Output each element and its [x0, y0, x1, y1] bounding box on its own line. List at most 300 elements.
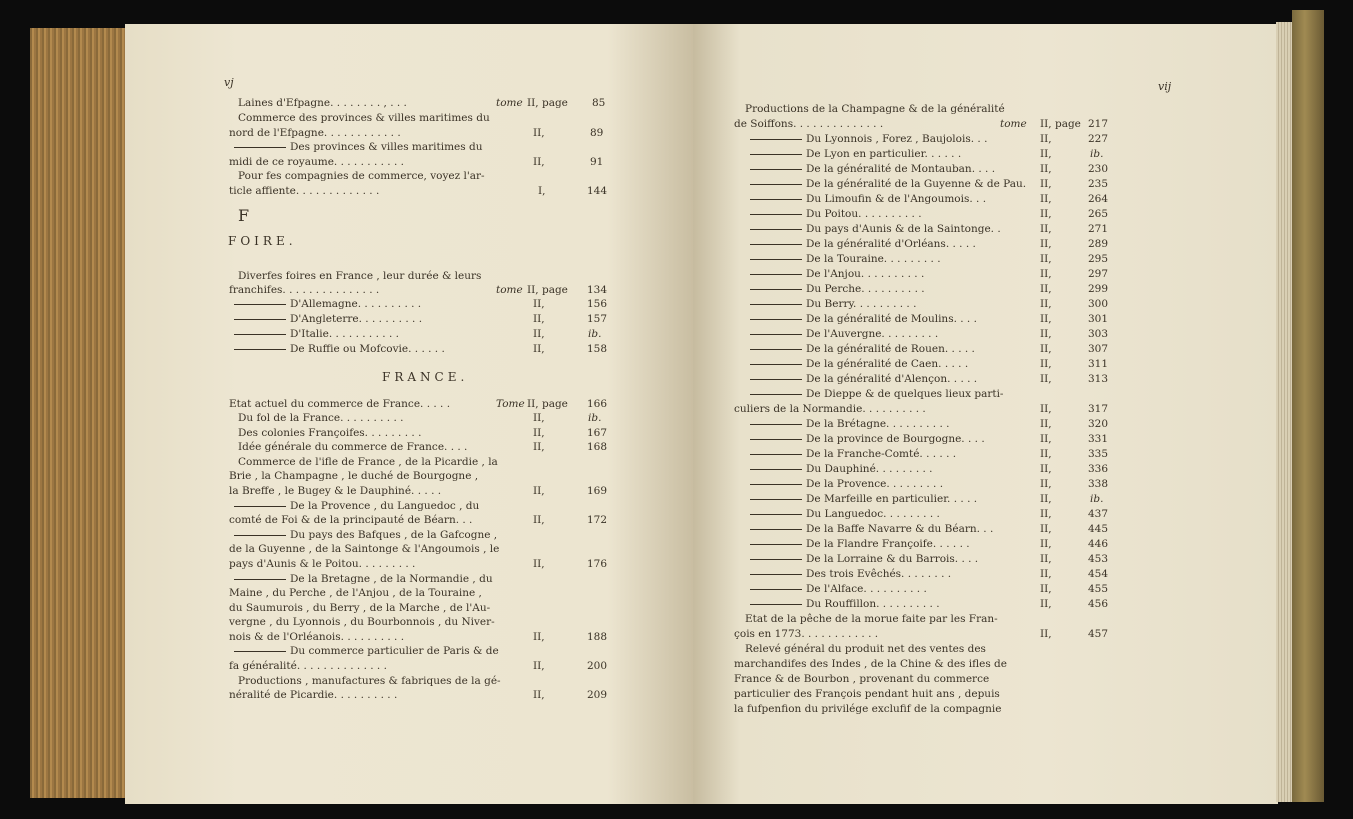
right-page-reference: II,: [1040, 193, 1052, 205]
ditto-rule: [750, 244, 802, 245]
right-entry-line: [750, 283, 925, 295]
left-entry-line: [234, 645, 499, 657]
right-page-reference: II,: [1040, 178, 1052, 190]
right-entry-line: [750, 223, 1001, 235]
right-entry-line: [750, 433, 985, 445]
left-entry-line: [234, 328, 399, 340]
left-page-reference: II, page: [527, 284, 568, 296]
right-page-reference: II,: [1040, 433, 1052, 445]
entry-text: Idée générale du commerce de France. . . .: [238, 441, 468, 453]
right-page-reference: 289: [1088, 238, 1109, 250]
right-entry-line: [750, 478, 943, 490]
ditto-rule: [750, 154, 802, 155]
entry-text: De la généralité de Rouen. . . . .: [806, 343, 975, 355]
entry-text: De la Lorraine & du Barrois. . . .: [806, 553, 979, 565]
right-page-reference: II,: [1040, 358, 1052, 370]
ditto-rule: [750, 439, 802, 440]
right-page-reference: ib.: [1090, 148, 1104, 160]
left-page-reference: 157: [587, 313, 608, 325]
ditto-rule: [750, 604, 802, 605]
right-page-reference: 313: [1088, 373, 1109, 385]
right-page-reference: 295: [1088, 253, 1109, 265]
entry-text: comté de Foi & de la principauté de Béarn. . .: [229, 514, 473, 526]
right-entry-line: [750, 523, 993, 535]
entry-text: Du Dauphiné. . . . . . . . .: [806, 463, 933, 475]
left-page-reference: tome: [496, 284, 523, 296]
left-entry-line: [229, 558, 415, 570]
ditto-rule: [750, 529, 802, 530]
right-page-reference: II,: [1040, 373, 1052, 385]
entry-text: franchifes. . . . . . . . . . . . . . .: [229, 284, 380, 296]
ditto-rule: [750, 364, 802, 365]
entry-text: Du Poitou. . . . . . . . . .: [806, 208, 922, 220]
ditto-rule: [750, 214, 802, 215]
left-entry-line: [238, 441, 467, 453]
right-folio: vij: [1158, 80, 1172, 93]
ditto-rule: [750, 319, 802, 320]
right-entry-line: [750, 208, 922, 220]
right-page-reference: 317: [1088, 403, 1109, 415]
entry-text: De Marfeille en particulier. . . . .: [806, 493, 978, 505]
entry-text: la fufpenfion du privilége exclufif de la compagnie: [734, 703, 1002, 715]
left-entry-line: [229, 156, 404, 168]
right-page-reference: II,: [1040, 568, 1052, 580]
right-page-reference: II,: [1040, 523, 1052, 535]
ditto-rule: [750, 139, 802, 140]
left-page-reference: II,: [533, 298, 545, 310]
right-page-reference: II,: [1040, 598, 1052, 610]
left-page-reference: I,: [538, 185, 546, 197]
entry-text: Des provinces & villes maritimes du: [290, 141, 483, 153]
right-entry-line: [750, 358, 968, 370]
ditto-rule: [750, 589, 802, 590]
entry-text: Du commerce particulier de Paris & de: [290, 645, 499, 657]
left-page-reference: II,: [533, 660, 545, 672]
left-entry-line: [229, 398, 450, 410]
left-page-reference: 176: [587, 558, 608, 570]
ditto-rule: [750, 544, 802, 545]
left-page-reference: 85: [592, 97, 606, 109]
right-entry-line: [750, 313, 977, 325]
section-heading: F: [238, 206, 254, 225]
left-page-reference: 169: [587, 485, 608, 497]
entry-text: de la Guyenne , de la Saintonge & l'Angoumois , le: [229, 543, 500, 555]
right-entry-line: [750, 253, 941, 265]
right-page-reference: II,: [1040, 253, 1052, 265]
ditto-rule: [750, 289, 802, 290]
ditto-rule: [750, 169, 802, 170]
right-entry-line: [745, 103, 1005, 115]
left-entry-line: [229, 616, 495, 628]
right-page-reference: 271: [1088, 223, 1109, 235]
left-entry-line: [238, 170, 485, 182]
right-entry-line: [750, 463, 933, 475]
right-page-reference: 217: [1088, 118, 1109, 130]
right-page-reference: II,: [1040, 448, 1052, 460]
left-page-reference: II,: [533, 485, 545, 497]
right-page-reference: 230: [1088, 163, 1109, 175]
ditto-rule: [750, 334, 802, 335]
right-entry-line: [750, 373, 977, 385]
right-page-reference: II,: [1040, 223, 1052, 235]
left-entry-line: [229, 470, 478, 482]
entry-text: Productions de la Champagne & de la généralité: [745, 103, 1005, 115]
left-entry-line: [229, 543, 499, 555]
entry-text: Relevé général du produit net des ventes des: [745, 643, 986, 655]
ditto-rule: [750, 184, 802, 185]
entry-text: Du Berry. . . . . . . . . .: [806, 298, 917, 310]
entry-text: marchandifes des Indes , de la Chine & des ifles de: [734, 658, 1007, 670]
right-page-reference: 335: [1088, 448, 1109, 460]
right-page-reference: II,: [1040, 478, 1052, 490]
ditto-rule: [234, 579, 286, 580]
entry-text: De l'Alface. . . . . . . . . .: [806, 583, 927, 595]
left-page-reference: 188: [587, 631, 608, 643]
entry-text: Du Rouffillon. . . . . . . . . .: [806, 598, 940, 610]
right-page-reference: 307: [1088, 343, 1109, 355]
entry-text: Commerce des provinces & villes maritimes du: [238, 112, 490, 124]
entry-text: Etat de la pêche de la morue faite par les Fran-: [745, 613, 998, 625]
left-page-reference: 166: [587, 398, 608, 410]
left-entry-line: [234, 529, 497, 541]
right-page-reference: II,: [1040, 208, 1052, 220]
left-entry-line: [229, 587, 482, 599]
left-page-reference: II,: [533, 558, 545, 570]
left-entry-line: [234, 298, 421, 310]
entry-text: De la généralité d'Orléans. . . . .: [806, 238, 976, 250]
right-page-reference: 303: [1088, 328, 1109, 340]
left-page-reference: 89: [590, 127, 604, 139]
left-page-reference: II,: [533, 631, 545, 643]
right-entry-line: [734, 658, 1007, 670]
ditto-rule: [234, 506, 286, 507]
entry-text: ticle affiente. . . . . . . . . . . . .: [229, 185, 380, 197]
left-entry-line: [229, 185, 379, 197]
left-entry-line: [238, 427, 421, 439]
right-page-reference: II,: [1040, 238, 1052, 250]
entry-text: néralité de Picardie. . . . . . . . . .: [229, 689, 398, 701]
ditto-rule: [750, 469, 802, 470]
ditto-rule: [750, 349, 802, 350]
entry-text: De la Flandre Françoife. . . . . .: [806, 538, 970, 550]
left-page-reference: 168: [587, 441, 608, 453]
right-entry-line: [750, 238, 976, 250]
ditto-rule: [234, 349, 286, 350]
ditto-rule: [750, 484, 802, 485]
left-entry-line: [229, 514, 472, 526]
right-page-reference: 311: [1088, 358, 1109, 370]
left-page-reference: II,: [533, 156, 545, 168]
left-entry-line: [234, 313, 422, 325]
left-page-reference: 209: [587, 689, 608, 701]
right-page-reference: II,: [1040, 283, 1052, 295]
left-entry-line: [234, 500, 479, 512]
ditto-rule: [750, 379, 802, 380]
ditto-rule: [234, 304, 286, 305]
left-page-reference: tome: [496, 97, 523, 109]
right-entry-line: [750, 553, 978, 565]
right-entry-line: [750, 418, 949, 430]
entry-text: particulier des François pendant huit ans , depuis: [734, 688, 1000, 700]
right-entry-line: [750, 343, 975, 355]
entry-text: Maine , du Perche , de l'Anjou , de la Touraine ,: [229, 587, 482, 599]
right-entry-line: [750, 583, 927, 595]
right-page-reference: II,: [1040, 403, 1052, 415]
left-page-reference: 144: [587, 185, 608, 197]
entry-text: De la Touraine. . . . . . . . .: [806, 253, 941, 265]
entry-text: Commerce de l'ifle de France , de la Picardie , la: [238, 456, 498, 468]
entry-text: Productions , manufactures & fabriques de la gé-: [238, 675, 501, 687]
right-entry-line: [750, 598, 940, 610]
ditto-rule: [750, 304, 802, 305]
entry-text: De la généralité de Caen. . . . .: [806, 358, 969, 370]
right-entry-line: [734, 403, 926, 415]
left-entry-line: [234, 573, 493, 585]
right-page-reference: 457: [1088, 628, 1109, 640]
left-entry-line: [238, 456, 498, 468]
right-page-reference: II,: [1040, 148, 1052, 160]
entry-text: De Dieppe & de quelques lieux parti-: [806, 388, 1004, 400]
entry-text: Du Limoufin & de l'Angoumois. . .: [806, 193, 987, 205]
ditto-rule: [234, 535, 286, 536]
right-page-reference: 455: [1088, 583, 1109, 595]
right-entry-line: [750, 133, 987, 145]
right-page-reference: ib.: [1090, 493, 1104, 505]
right-page-reference: 265: [1088, 208, 1109, 220]
ditto-rule: [750, 574, 802, 575]
right-entry-line: [750, 328, 938, 340]
left-entry-line: [234, 343, 445, 355]
right-page-reference: 453: [1088, 553, 1109, 565]
ditto-rule: [750, 499, 802, 500]
entry-text: vergne , du Lyonnois , du Bourbonnois , du Niver-: [229, 616, 495, 628]
left-page-reference: II,: [533, 412, 545, 424]
right-page-reference: 301: [1088, 313, 1109, 325]
left-entry-line: [238, 112, 490, 124]
entry-text: De Lyon en particulier. . . . . .: [806, 148, 962, 160]
entry-text: De l'Auvergne. . . . . . . . .: [806, 328, 939, 340]
right-page-reference: II, page: [1040, 118, 1081, 130]
entry-text: culiers de la Normandie. . . . . . . . . .: [734, 403, 926, 415]
entry-text: De la Provence. . . . . . . . .: [806, 478, 944, 490]
entry-text: De la généralité de la Guyenne & de Pau.: [806, 178, 1027, 190]
left-entry-line: [238, 675, 501, 687]
right-page-reference: 454: [1088, 568, 1109, 580]
left-page-reference: ib.: [588, 328, 602, 340]
right-page-reference: II,: [1040, 418, 1052, 430]
right-page-reference: II,: [1040, 328, 1052, 340]
entry-text: Du pays des Bafques , de la Gafcogne ,: [290, 529, 498, 541]
entry-text: pays d'Aunis & le Poitou. . . . . . . . .: [229, 558, 416, 570]
right-entry-line: [745, 643, 986, 655]
left-entry-line: [238, 97, 407, 109]
entry-text: de Soiffons. . . . . . . . . . . . . .: [734, 118, 884, 130]
section-heading: FOIRE.: [228, 234, 297, 248]
entry-text: fa généralité. . . . . . . . . . . . . .: [229, 660, 387, 672]
entry-text: la Breffe , le Bugey & le Dauphiné. . . . .: [229, 485, 442, 497]
entry-text: De la généralité de Montauban. . . .: [806, 163, 996, 175]
entry-text: De la généralité d'Alençon. . . . .: [806, 373, 978, 385]
left-entry-line: [229, 127, 401, 139]
right-page-reference: II,: [1040, 553, 1052, 565]
right-entry-line: [745, 613, 998, 625]
ditto-rule: [234, 147, 286, 148]
book-fore-edge-left: [30, 28, 130, 798]
right-page-reference: II,: [1040, 538, 1052, 550]
entry-text: çois en 1773. . . . . . . . . . . .: [734, 628, 879, 640]
right-page-reference: II,: [1040, 133, 1052, 145]
ditto-rule: [750, 199, 802, 200]
entry-text: D'Italie. . . . . . . . . . .: [290, 328, 399, 340]
right-page-reference: 300: [1088, 298, 1109, 310]
right-page-reference: II,: [1040, 508, 1052, 520]
entry-text: De la province de Bourgogne. . . .: [806, 433, 985, 445]
right-entry-line: [750, 178, 1026, 190]
ditto-rule: [750, 454, 802, 455]
entry-text: De Ruffie ou Mofcovie. . . . . .: [290, 343, 445, 355]
right-page-reference: 336: [1088, 463, 1109, 475]
left-page-reference: II,: [533, 328, 545, 340]
right-page-reference: II,: [1040, 298, 1052, 310]
left-entry-line: [234, 141, 482, 153]
entry-text: De la Brétagne. . . . . . . . . .: [806, 418, 950, 430]
entry-text: De la Franche-Comté. . . . . .: [806, 448, 957, 460]
left-page-reference: II, page: [527, 97, 568, 109]
right-entry-line: [750, 148, 961, 160]
right-page-reference: 437: [1088, 508, 1109, 520]
left-folio: vj: [224, 76, 234, 89]
entry-text: nois & de l'Orléanois. . . . . . . . . .: [229, 631, 405, 643]
right-page-reference: 338: [1088, 478, 1109, 490]
entry-text: De la Baffe Navarre & du Béarn. . .: [806, 523, 994, 535]
entry-text: Diverfes foires en France , leur durée & leurs: [238, 270, 482, 282]
right-page-reference: II,: [1040, 583, 1052, 595]
entry-text: Des colonies Françoifes. . . . . . . . .: [238, 427, 422, 439]
left-page-reference: 200: [587, 660, 608, 672]
left-entry-line: [229, 631, 404, 643]
ditto-rule: [750, 229, 802, 230]
entry-text: De la généralité de Moulins. . . .: [806, 313, 977, 325]
entry-text: Du Perche. . . . . . . . . .: [806, 283, 925, 295]
left-entry-line: [229, 284, 379, 296]
right-entry-line: [750, 388, 1003, 400]
right-entry-line: [734, 703, 1001, 715]
ditto-rule: [750, 424, 802, 425]
entry-text: Du Lyonnois , Forez , Baujolois. . .: [806, 133, 988, 145]
entry-text: D'Allemagne. . . . . . . . . .: [290, 298, 422, 310]
left-page-reference: 134: [587, 284, 608, 296]
left-page-reference: 156: [587, 298, 608, 310]
right-entry-line: [734, 688, 1000, 700]
entry-text: Pour fes compagnies de commerce, voyez l'ar-: [238, 170, 485, 182]
section-heading: FRANCE.: [382, 370, 469, 384]
left-page-reference: 172: [587, 514, 608, 526]
ditto-rule: [234, 319, 286, 320]
left-entry-line: [238, 412, 404, 424]
right-page-reference: 235: [1088, 178, 1109, 190]
entry-text: De la Bretagne , de la Normandie , du: [290, 573, 493, 585]
entry-text: Laines d'Efpagne. . . . . . . . , . . .: [238, 97, 407, 109]
right-entry-line: [750, 538, 970, 550]
entry-text: D'Angleterre. . . . . . . . . .: [290, 313, 423, 325]
right-page-reference: 446: [1088, 538, 1109, 550]
right-entry-line: [734, 118, 883, 130]
entry-text: Du pays d'Aunis & de la Saintonge. .: [806, 223, 1001, 235]
left-entry-line: [238, 270, 481, 282]
right-entry-line: [734, 628, 878, 640]
left-page-reference: 167: [587, 427, 608, 439]
left-page-reference: 91: [590, 156, 604, 168]
right-page-reference: 264: [1088, 193, 1109, 205]
entry-text: France & de Bourbon , provenant du commerce: [734, 673, 990, 685]
right-page-reference: 445: [1088, 523, 1109, 535]
ditto-rule: [234, 334, 286, 335]
right-entry-line: [750, 298, 916, 310]
left-page-reference: II,: [533, 313, 545, 325]
ditto-rule: [234, 651, 286, 652]
left-page-reference: Tome: [496, 398, 525, 410]
right-page-reference: 297: [1088, 268, 1109, 280]
entry-text: Brie , la Champagne , le duché de Bourgogne ,: [229, 470, 479, 482]
right-page-reference: 299: [1088, 283, 1109, 295]
right-entry-line: [734, 673, 989, 685]
ditto-rule: [750, 259, 802, 260]
right-page-reference: II,: [1040, 493, 1052, 505]
left-entry-line: [229, 485, 441, 497]
ditto-rule: [750, 514, 802, 515]
right-page-reference: II,: [1040, 163, 1052, 175]
left-page-reference: II,: [533, 441, 545, 453]
right-entry-line: [750, 448, 956, 460]
left-entry-line: [229, 602, 490, 614]
book-cover-right: [1292, 10, 1324, 802]
right-page-reference: II,: [1040, 628, 1052, 640]
right-page-reference: II,: [1040, 313, 1052, 325]
left-page-reference: II,: [533, 127, 545, 139]
left-page-reference: II,: [533, 689, 545, 701]
entry-text: nord de l'Efpagne. . . . . . . . . . . .: [229, 127, 401, 139]
right-page-reference: II,: [1040, 268, 1052, 280]
right-entry-line: [750, 193, 986, 205]
left-entry-line: [229, 689, 397, 701]
ditto-rule: [750, 559, 802, 560]
right-page-reference: 331: [1088, 433, 1109, 445]
right-page-reference: 456: [1088, 598, 1109, 610]
ditto-rule: [750, 394, 802, 395]
entry-text: midi de ce royaume. . . . . . . . . . .: [229, 156, 404, 168]
right-entry-line: [750, 163, 995, 175]
entry-text: du Saumurois , du Berry , de la Marche , de l'Au-: [229, 602, 491, 614]
left-page-reference: II,: [533, 427, 545, 439]
entry-text: Etat actuel du commerce de France. . . . .: [229, 398, 451, 410]
entry-text: De l'Anjou. . . . . . . . . .: [806, 268, 925, 280]
left-page-reference: ib.: [588, 412, 602, 424]
left-page-reference: II,: [533, 343, 545, 355]
ditto-rule: [750, 274, 802, 275]
right-page-reference: 320: [1088, 418, 1109, 430]
left-page-reference: 158: [587, 343, 608, 355]
right-page-reference: 227: [1088, 133, 1109, 145]
left-page-reference: II, page: [527, 398, 568, 410]
left-page-reference: II,: [533, 514, 545, 526]
right-page-reference: tome: [1000, 118, 1027, 130]
right-entry-line: [750, 268, 924, 280]
entry-text: Du Languedoc. . . . . . . . .: [806, 508, 940, 520]
right-page-reference: II,: [1040, 463, 1052, 475]
right-entry-line: [750, 568, 951, 580]
right-entry-line: [750, 493, 977, 505]
entry-text: Du fol de la France. . . . . . . . . .: [238, 412, 404, 424]
